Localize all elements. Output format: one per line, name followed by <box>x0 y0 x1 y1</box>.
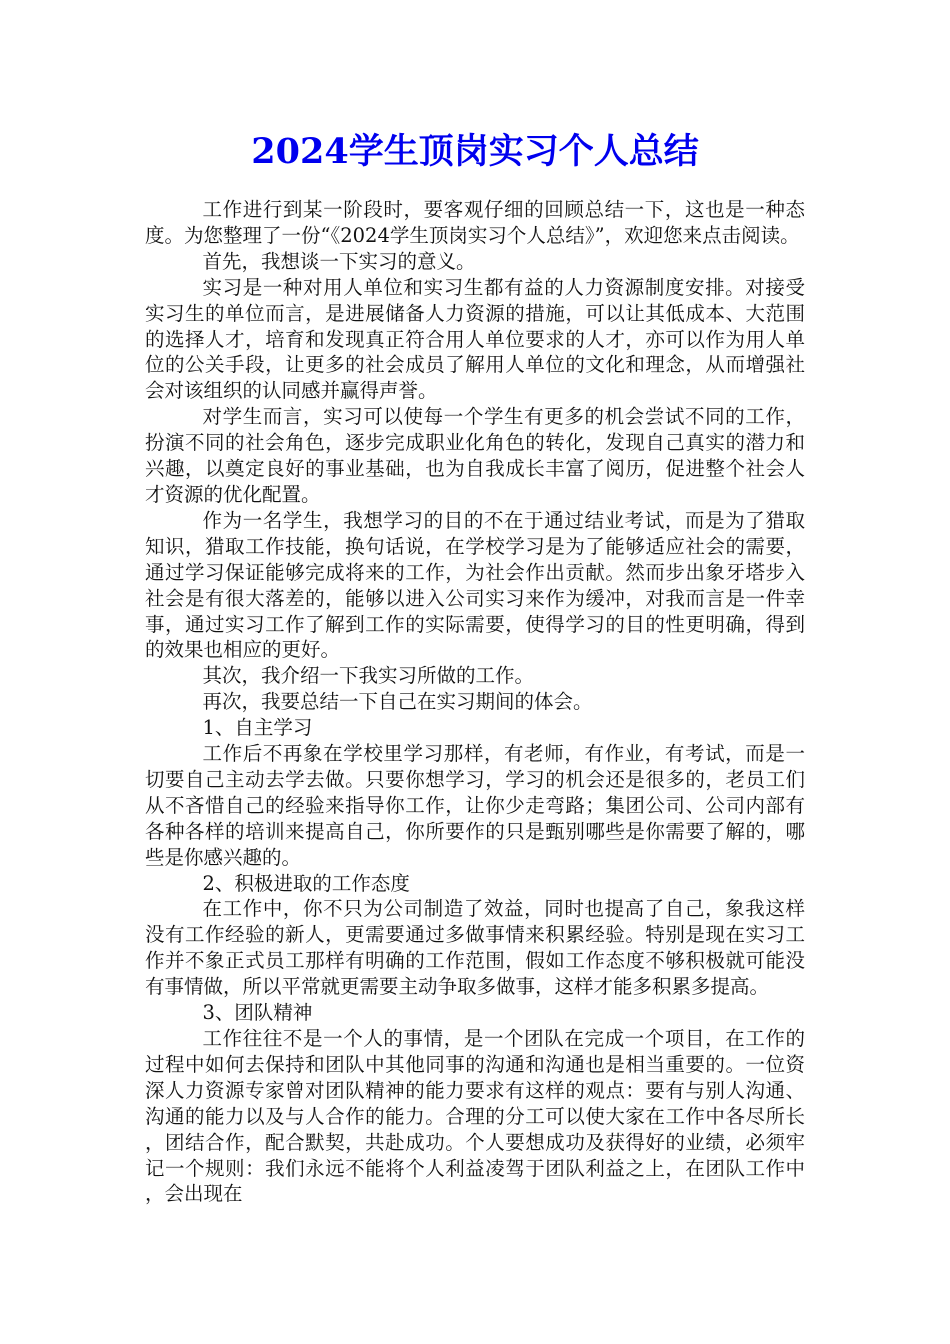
student-benefit-paragraph: 对学生而言，实习可以使每一个学生有更多的机会尝试不同的工作，扮演不同的社会角色，逐步完成职业化角色的转化，发现自己真实的潜力和兴趣，以奠定良好的事业基础，也为自我成长丰富了阅历，促进整个社会人才资源的优化配置。 <box>145 405 805 506</box>
section-heading-self-learning: 1、自主学习 <box>202 716 313 740</box>
meaning-heading-paragraph: 首先，我想谈一下实习的意义。 <box>202 249 476 273</box>
section-heading-teamwork: 3、团队精神 <box>202 1001 313 1025</box>
employer-benefit-paragraph: 实习是一种对用人单位和实习生都有益的人力资源制度安排。对接受实习生的单位而言，是进展储备人力资源的措施，可以让其低成本、大范围的选择人才，培育和发现真正符合用人单位要求的人才，亦可以作为用人单位的公关手段，让更多的社会成员了解用人单位的文化和理念，从而增强社会对该组织的认同感并赢得声誉。 <box>145 275 805 403</box>
self-learning-paragraph: 工作后不再象在学校里学习那样，有老师，有作业，有考试，而是一切要自己主动去学去做。只要你想学习，学习的机会还是很多的，老员工们从不吝惜自己的经验来指导你工作，让你少走弯路；集团公司、公司内部有各种各样的培训来提高自己，你所要作的只是甄别哪些是你需要了解的，哪些是你感兴趣的。 <box>145 742 805 869</box>
attitude-paragraph: 在工作中，你不只为公司制造了效益，同时也提高了自己，象我这样没有工作经验的新人，更需要通过多做事情来积累经验。特别是现在实习工作并不象正式员工那样有明确的工作范围，假如工作态度不够积极就可能没有事情做，所以平常就更需要主动争取多做事，这样才能多积累多提高。 <box>145 897 805 999</box>
work-intro-paragraph: 其次，我介绍一下我实习所做的工作。 <box>202 664 535 688</box>
document-title: 2024学生顶岗实习个人总结 <box>251 131 699 172</box>
intro-paragraph: 工作进行到某一阶段时，要客观仔细的回顾总结一下，这也是一种态度。为您整理了一份“《2024学生顶岗实习个人总结》”，欢迎您来点击阅读。 <box>145 198 805 247</box>
experience-intro-paragraph: 再次，我要总结一下自己在实习期间的体会。 <box>202 690 593 714</box>
document-body <box>145 197 805 1207</box>
learning-purpose-paragraph: 作为一名学生，我想学习的目的不在于通过结业考试，而是为了猎取知识，猎取工作技能，换句话说，在学校学习是为了能够适应社会的需要，通过学习保证能够完成将来的工作，为社会作出贡献。然而步出象牙塔步入社会是有很大落差的，能够以进入公司实习来作为缓冲，对我而言是一件幸事，通过实习工作了解到工作的实际需要，使得学习的目的性更明确，得到的效果也相应的更好。 <box>145 508 805 662</box>
teamwork-paragraph: 工作往往不是一个人的事情，是一个团队在完成一个项目，在工作的过程中如何去保持和团队中其他同事的沟通和沟通也是相当重要的。一位资深人力资源专家曾对团队精神的能力要求有这样的观点：要有与别人沟通、沟通的能力以及与人合作的能力。合理的分工可以使大家在工作中各尽所长，团结合作，配合默契，共赴成功。个人要想成功及获得好的业绩，必须牢记一个规则：我们永远不能将个人利益凌驾于团队利益之上，在团队工作中，会出现在 <box>145 1027 805 1206</box>
section-heading-attitude: 2、积极进取的工作态度 <box>202 871 410 895</box>
